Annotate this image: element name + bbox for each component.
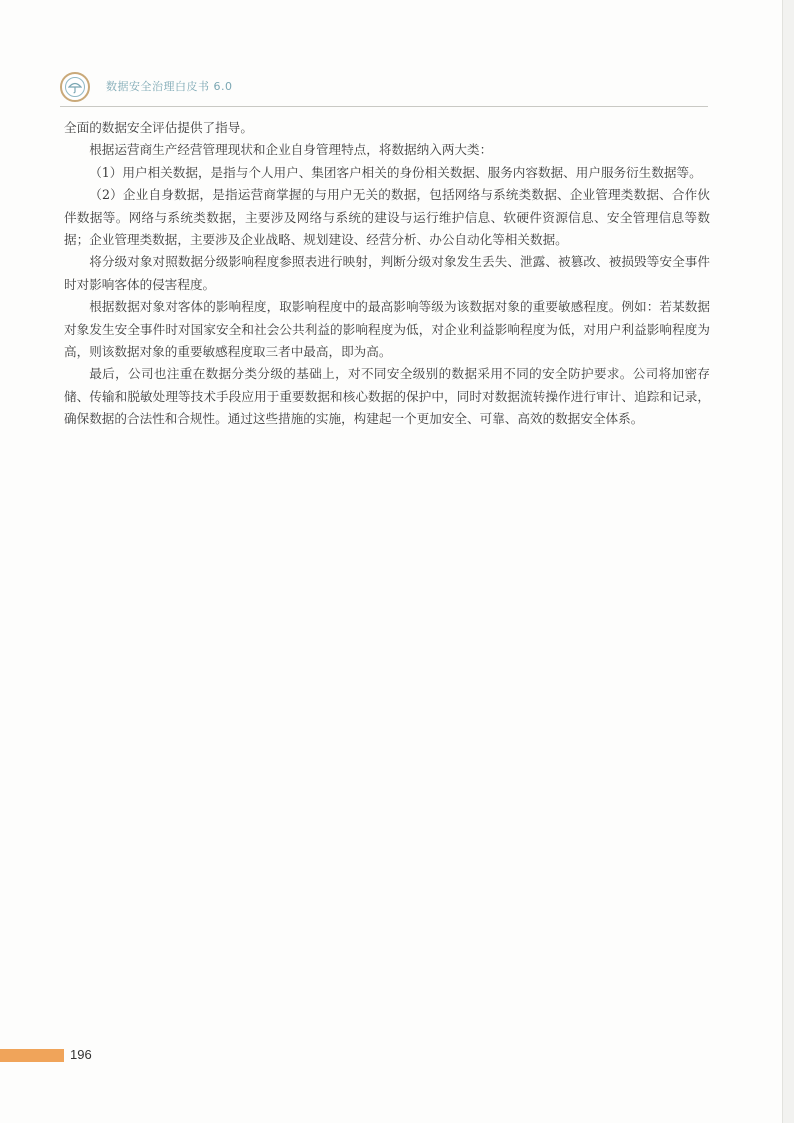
paragraph-conclusion: 最后，公司也注重在数据分类分级的基础上，对不同安全级别的数据采用不同的安全防护要求。公司将加密存储、传输和脱敏处理等技术手段应用于重要数据和核心数据的保护中，同时对数据流转操作进行审计、追踪和记录，确保数据的合法性和合规性。通过这些措施的实施，构建起一个更加安全、可靠、高效的数据安全体系。: [64, 366, 710, 427]
logo-icon: [60, 72, 90, 102]
footer-accent-bar: [0, 1049, 64, 1062]
paragraph-classification-intro: 根据运营商生产经营管理现状和企业自身管理特点，将数据纳入两大类：: [89, 142, 493, 158]
page-number: 196: [70, 1047, 92, 1062]
page-header: [60, 68, 708, 108]
body-text: [64, 117, 710, 431]
paragraph-sensitivity: 根据数据对象对客体的影响程度，取影响程度中的最高影响等级为该数据对象的重要敏感程度。例如：若某数据对象发生安全事件时对国家安全和社会公共利益的影响程度为低，对企业利益影响程度为低，对用户利益影响程度为高，则该数据对象的重要敏感程度取三者中最高，即为高。: [64, 299, 710, 360]
paragraph-mapping: 将分级对象对照数据分级影响程度参照表进行映射，判断分级对象发生丢失、泄露、被篡改、被损毁等安全事件时对影响客体的侵害程度。: [64, 254, 710, 292]
paragraph-enterprise-data: （2）企业自身数据，是指运营商掌握的与用户无关的数据，包括网络与系统类数据、企业管理类数据、合作伙伴数据等。网络与系统类数据，主要涉及网络与系统的建设与运行维护信息、软硬件资源信息、安全管理信息等数据；企业管理类数据，主要涉及企业战略、规划建设、经营分析、办公自动化等相关数据。: [64, 187, 710, 248]
header-title: 数据安全治理白皮书 6.0: [106, 80, 233, 93]
header-divider: [60, 106, 708, 107]
paragraph-user-data: （1）用户相关数据，是指与个人用户、集团客户相关的身份相关数据、服务内容数据、用户服务衍生数据等。: [89, 164, 702, 180]
paragraph-continuation: 全面的数据安全评估提供了指导。: [64, 120, 253, 135]
